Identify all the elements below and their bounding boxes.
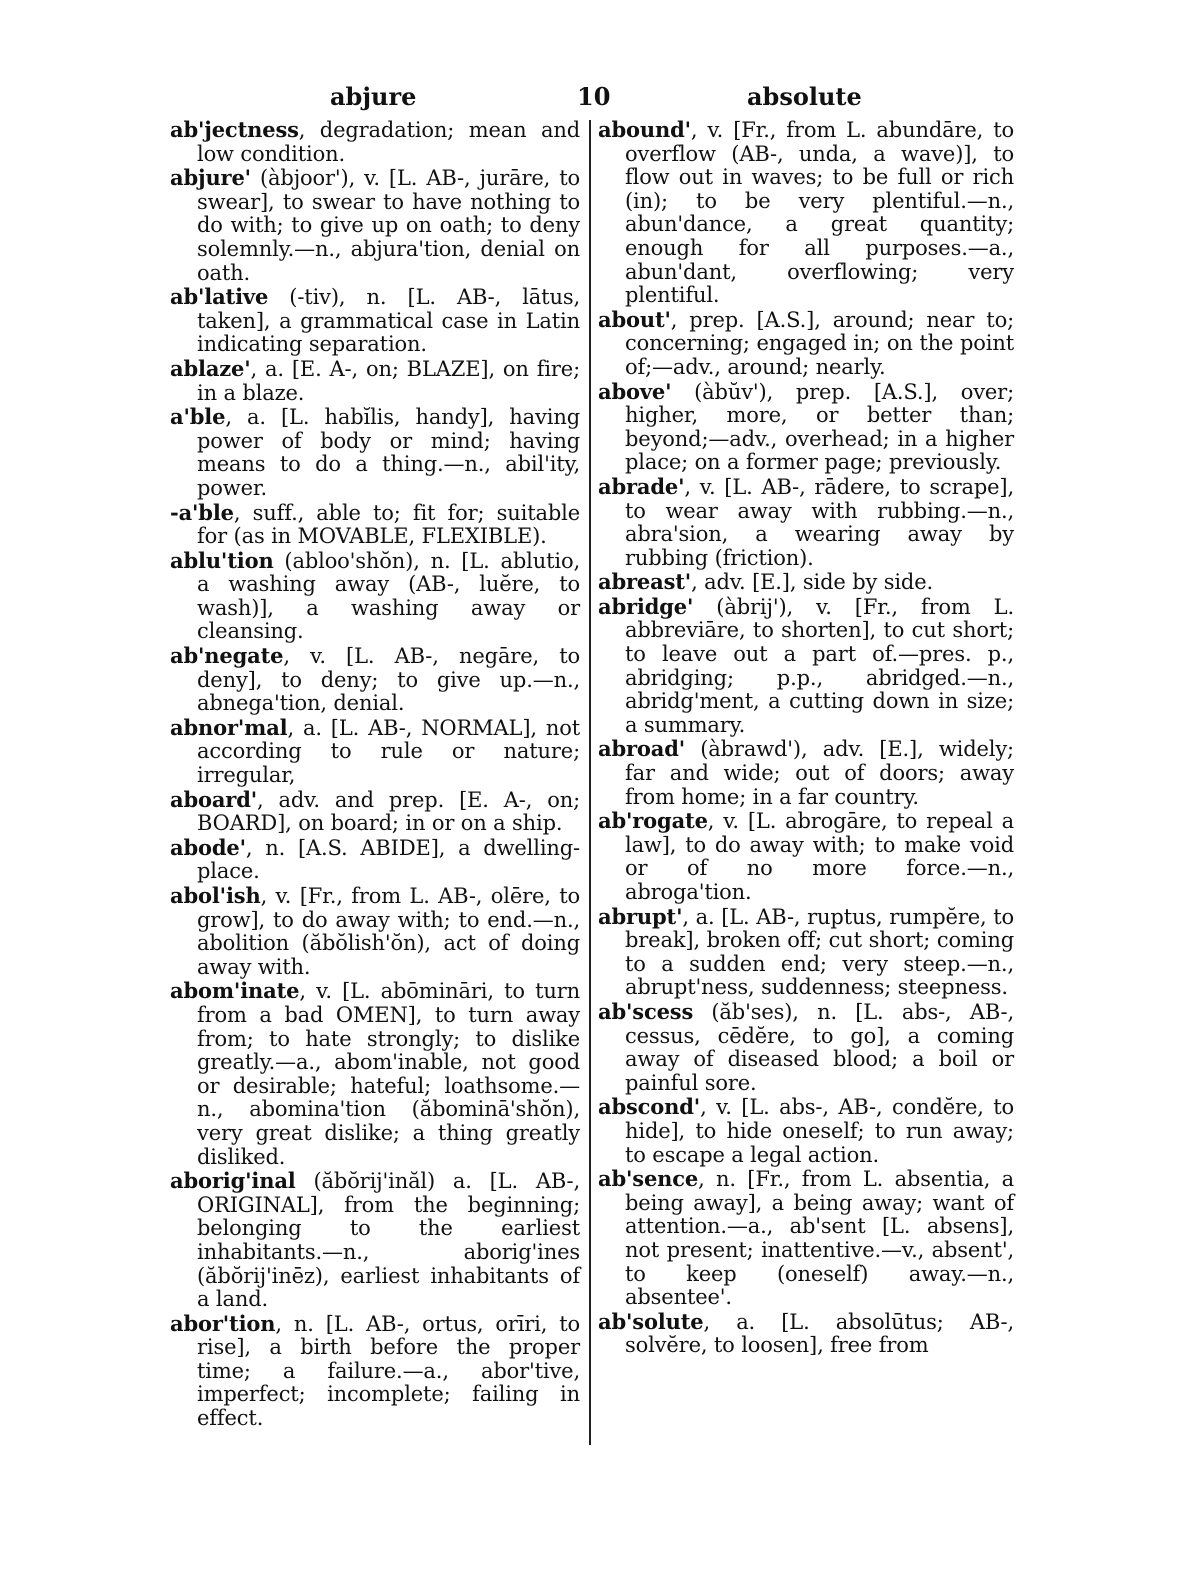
- dictionary-entry: [170, 884, 580, 979]
- entry-definition: (àbjoor'), v. [L. AB-, jurāre, to swear], to swear to have nothing to do with; to give up on oath; to deny solemnly.—n., abjura'tion, denial on oath.: [197, 166, 580, 285]
- dictionary-entry: [170, 788, 580, 836]
- dictionary-entry: [170, 285, 580, 357]
- entry-headword: -a'ble: [170, 499, 234, 525]
- entry-definition: , v. [L. abs-, AB-, condĕre, to hide], to hide oneself; to run away; to escape a legal action.: [625, 1095, 1014, 1167]
- entry-definition: , n. [A.S. ABIDE], a dwelling-place.: [197, 835, 580, 884]
- entry-definition: , a. [L. absolūtus; AB-, solvĕre, to loosen], free from: [625, 1309, 1014, 1358]
- dictionary-entry: [170, 166, 580, 285]
- entry-definition: , n. [Fr., from L. absentia, a being away], a being away; want of attention.—a., ab'sent [L. absens], not present; inattentive.—v., absent', to keep (oneself) away.—n., absentee'.: [625, 1167, 1014, 1310]
- entry-headword: ab'lative: [170, 284, 269, 310]
- dictionary-entry: [598, 809, 1014, 904]
- entry-definition: , v. [L. AB-, rādere, to scrape], to wear away with rubbing.—n., abra'sion, a wearing away by rubbing (friction).: [625, 474, 1014, 570]
- entry-definition: , adv. and prep. [E. A-, on; BOARD], on board; in or on a ship.: [197, 787, 580, 836]
- entry-headword: a'ble: [170, 404, 226, 430]
- page-number: 10: [577, 82, 611, 111]
- entry-headword: abode': [170, 834, 246, 860]
- dictionary-entry: [170, 501, 580, 549]
- entry-definition: , suff., able to; fit for; suitable for (as in MOVABLE, FLEXIBLE).: [197, 500, 580, 549]
- dictionary-entry: [598, 1000, 1014, 1095]
- right-column: [598, 118, 1014, 1358]
- entry-headword: abreast': [598, 569, 692, 595]
- entry-headword: about': [598, 306, 671, 332]
- dictionary-entry: [170, 1312, 580, 1431]
- entry-headword: aboard': [170, 786, 258, 812]
- dictionary-entry: [598, 737, 1014, 809]
- entry-definition: , v. [Fr., from L. AB-, olēre, to grow], to do away with; to end.—n., abolition (ăbŏlish'ŏn), act of doing away with.: [197, 884, 580, 979]
- entry-headword: ab'solute: [598, 1308, 704, 1334]
- dictionary-entry: [170, 979, 580, 1169]
- entry-definition: , a. [L. AB-, NORMAL], not according to rule or nature; irregular,: [197, 715, 580, 788]
- entry-headword: abom'inate: [170, 978, 300, 1004]
- entry-headword: abjure': [170, 165, 251, 191]
- entry-headword: ab'jectness: [170, 117, 299, 142]
- left-guide-word: abjure: [330, 82, 417, 111]
- entry-headword: abnor'mal: [170, 714, 288, 740]
- dictionary-entry: [170, 716, 580, 788]
- entry-headword: abol'ish: [170, 883, 261, 908]
- dictionary-entry: [598, 1310, 1014, 1358]
- entry-headword: ablaze': [170, 355, 251, 381]
- page-header: [165, 82, 1015, 116]
- dictionary-entry: [598, 1095, 1014, 1167]
- entry-headword: above': [598, 378, 672, 404]
- dictionary-entry: [598, 475, 1014, 570]
- entry-headword: abridge': [598, 593, 694, 619]
- dictionary-entry: [598, 905, 1014, 1000]
- entry-definition: , v. [L. abōmināri, to turn from a bad OMEN], to turn away from; to hate strongly; to dislike greatly.—a., abom'inable, not good or desirable; hateful; loathsome.—n., abomina'tion (ăbominā'shŏn), very great dislike; a thing greatly disliked.: [197, 979, 580, 1169]
- entry-definition: , adv. [E.], side by side.: [691, 570, 934, 595]
- entry-headword: abscond': [598, 1094, 701, 1120]
- entry-headword: abound': [598, 117, 691, 142]
- dictionary-entry: [598, 380, 1014, 475]
- entry-definition: (àbrawd'), adv. [E.], widely; far and wide; out of doors; away from home; in a far country.: [625, 737, 1014, 809]
- entry-definition: , v. [Fr., from L. abundāre, to overflow (AB-, unda, a wave)], to flow out in waves; to be full or rich (in); to be very plentiful.—n., abun'dance, a great quantity; enough for all purposes.—a., abun'dant, overflowing; very plentiful.: [625, 118, 1014, 308]
- entry-headword: abrade': [598, 473, 685, 499]
- entry-definition: , a. [L. habĭlis, handy], having power of body or mind; having means to do a thing.—n., abil'ity, power.: [197, 405, 580, 500]
- entry-definition: , a. [E. A-, on; BLAZE], on fire; in a blaze.: [197, 356, 580, 405]
- dictionary-entry: [170, 836, 580, 884]
- entry-headword: abor'tion: [170, 1310, 276, 1336]
- dictionary-entry: [170, 405, 580, 500]
- entry-definition: , degradation; mean and low condition.: [197, 118, 580, 166]
- entry-headword: ablu'tion: [170, 547, 274, 573]
- entry-definition: (ăb'ses), n. [L. abs-, AB-, cessus, cēdĕre, to go], a coming away of diseased blood; a boil or painful sore.: [625, 999, 1014, 1095]
- entry-definition: (àbŭv'), prep. [A.S.], over; higher, more, or better than; beyond;—adv., overhead; in a higher place; on a former page; previously.: [625, 379, 1014, 475]
- dictionary-entry: [598, 308, 1014, 380]
- dictionary-entry: [170, 118, 580, 166]
- dictionary-entry: [170, 549, 580, 644]
- entry-headword: abrupt': [598, 903, 683, 929]
- entry-headword: ab'sence: [598, 1166, 699, 1192]
- dictionary-entry: [170, 644, 580, 716]
- entry-headword: ab'rogate: [598, 808, 708, 834]
- entry-definition: (-tiv), n. [L. AB-, lātus, taken], a grammatical case in Latin indicating separation.: [197, 285, 580, 357]
- entry-definition: , v. [L. AB-, negāre, to deny], to deny; to give up.—n., abnega'tion, denial.: [197, 644, 580, 716]
- dictionary-entry: [598, 570, 1014, 595]
- entry-definition: , v. [L. abrogāre, to repeal a law], to do away with; to make void or of no more force.—n., abroga'tion.: [625, 809, 1014, 904]
- dictionary-entry: [170, 1169, 580, 1312]
- entry-definition: (abloo'shŏn), n. [L. ablutio, a washing away (AB-, luĕre, to wash)], a washing away or cleansing.: [197, 548, 580, 644]
- dictionary-entry: [170, 357, 580, 405]
- left-column: [170, 118, 580, 1431]
- entry-definition: , a. [L. AB-, ruptus, rumpĕre, to break], broken off; cut short; coming to a sudden end; very steep.—n., abrupt'ness, suddenness; steepness.: [625, 904, 1014, 1000]
- entry-definition: (ăbŏrij'inăl) a. [L. AB-, ORIGINAL], from the beginning; belonging to the earliest inhabitants.—n., aborig'ines (ăbŏrij'inēz), earliest inhabitants of a land.: [197, 1169, 580, 1312]
- dictionary-entry: [598, 118, 1014, 308]
- entry-headword: abroad': [598, 736, 686, 762]
- column-divider: [589, 120, 591, 1445]
- entry-headword: aborig'inal: [170, 1168, 296, 1194]
- entry-definition: , prep. [A.S.], around; near to; concerning; engaged in; on the point of;—adv., around; nearly.: [625, 307, 1014, 379]
- entry-headword: ab'scess: [598, 998, 694, 1024]
- entry-definition: , n. [L. AB-, ortus, orīri, to rise], a birth before the proper time; a failure.—a., abor'tive, imperfect; incomplete; failing in effect.: [197, 1311, 580, 1431]
- dictionary-entry: [598, 595, 1014, 738]
- right-guide-word: absolute: [747, 82, 862, 111]
- entry-headword: ab'negate: [170, 643, 284, 669]
- dictionary-entry: [598, 1167, 1014, 1310]
- entry-definition: (àbrij'), v. [Fr., from L. abbreviāre, to shorten], to cut short; to leave out a part of.—pres. p., abridging; p.p., abridged.—n., abridg'ment, a cutting down in size; a summary.: [625, 594, 1014, 737]
